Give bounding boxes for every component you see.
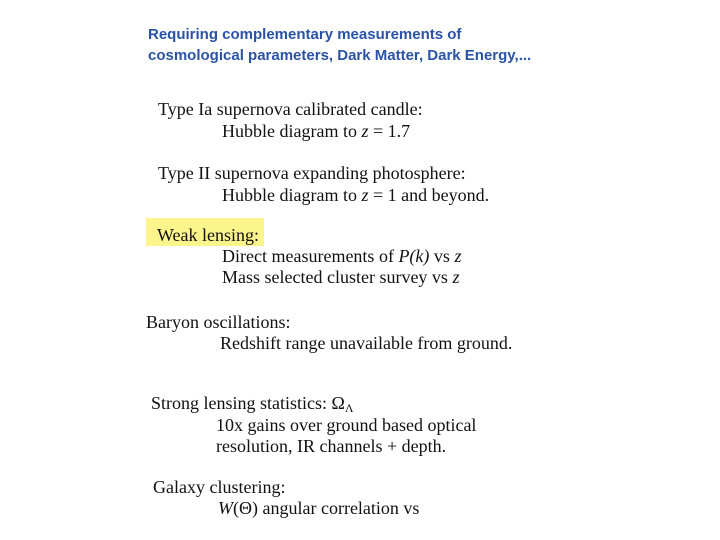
galaxy-clustering-var: W bbox=[218, 498, 233, 518]
section-galaxy-clustering-heading: Galaxy clustering: bbox=[153, 477, 286, 497]
section-baryon-line: Redshift range unavailable from ground. bbox=[220, 333, 513, 353]
type-ii-line-text: Hubble diagram to bbox=[222, 185, 362, 205]
slide-title-line-1: Requiring complementary measurements of bbox=[148, 26, 462, 43]
lambda-subscript: Λ bbox=[344, 401, 354, 415]
section-strong-lensing-line-1: 10x gains over ground based optical bbox=[216, 415, 477, 435]
type-ii-line-var: z bbox=[361, 185, 369, 205]
section-galaxy-clustering-line bbox=[218, 497, 419, 519]
section-weak-lensing-line-2 bbox=[222, 266, 459, 288]
type-ii-line-rest: = 1 and beyond. bbox=[368, 185, 490, 205]
weak-lensing-line-2-var: z bbox=[452, 267, 460, 287]
section-type-ii-line bbox=[222, 184, 489, 206]
section-type-ia-heading: Type Ia supernova calibrated candle: bbox=[158, 99, 423, 119]
weak-lensing-line-1-rest: vs bbox=[429, 246, 455, 266]
type-ia-line-text: Hubble diagram to bbox=[222, 121, 362, 141]
weak-lensing-line-1-text: Direct measurements of bbox=[222, 246, 399, 266]
section-type-ia-line bbox=[222, 120, 410, 142]
strong-lensing-heading-text: Strong lensing statistics: bbox=[151, 393, 332, 413]
weak-lensing-line-1-var2: z bbox=[454, 246, 462, 266]
weak-lensing-line-2-text: Mass selected cluster survey vs bbox=[222, 267, 453, 287]
section-weak-lensing-line-1 bbox=[222, 245, 461, 267]
galaxy-clustering-line-text: (Θ) angular correlation vs bbox=[233, 498, 420, 518]
section-weak-lensing-heading: Weak lensing: bbox=[157, 225, 260, 245]
section-type-ii-heading: Type II supernova expanding photosphere: bbox=[158, 163, 466, 183]
omega-symbol: Ω bbox=[331, 393, 345, 413]
weak-lensing-line-1-var: P(k) bbox=[398, 246, 430, 266]
type-ia-line-var: z bbox=[361, 121, 369, 141]
slide-title-line-2: cosmological parameters, Dark Matter, Dark Energy,... bbox=[148, 47, 532, 64]
slide-title bbox=[148, 24, 531, 66]
type-ia-line-rest: = 1.7 bbox=[368, 121, 411, 141]
section-strong-lensing-line-2: resolution, IR channels + depth. bbox=[216, 436, 447, 456]
section-baryon-heading: Baryon oscillations: bbox=[146, 312, 291, 332]
